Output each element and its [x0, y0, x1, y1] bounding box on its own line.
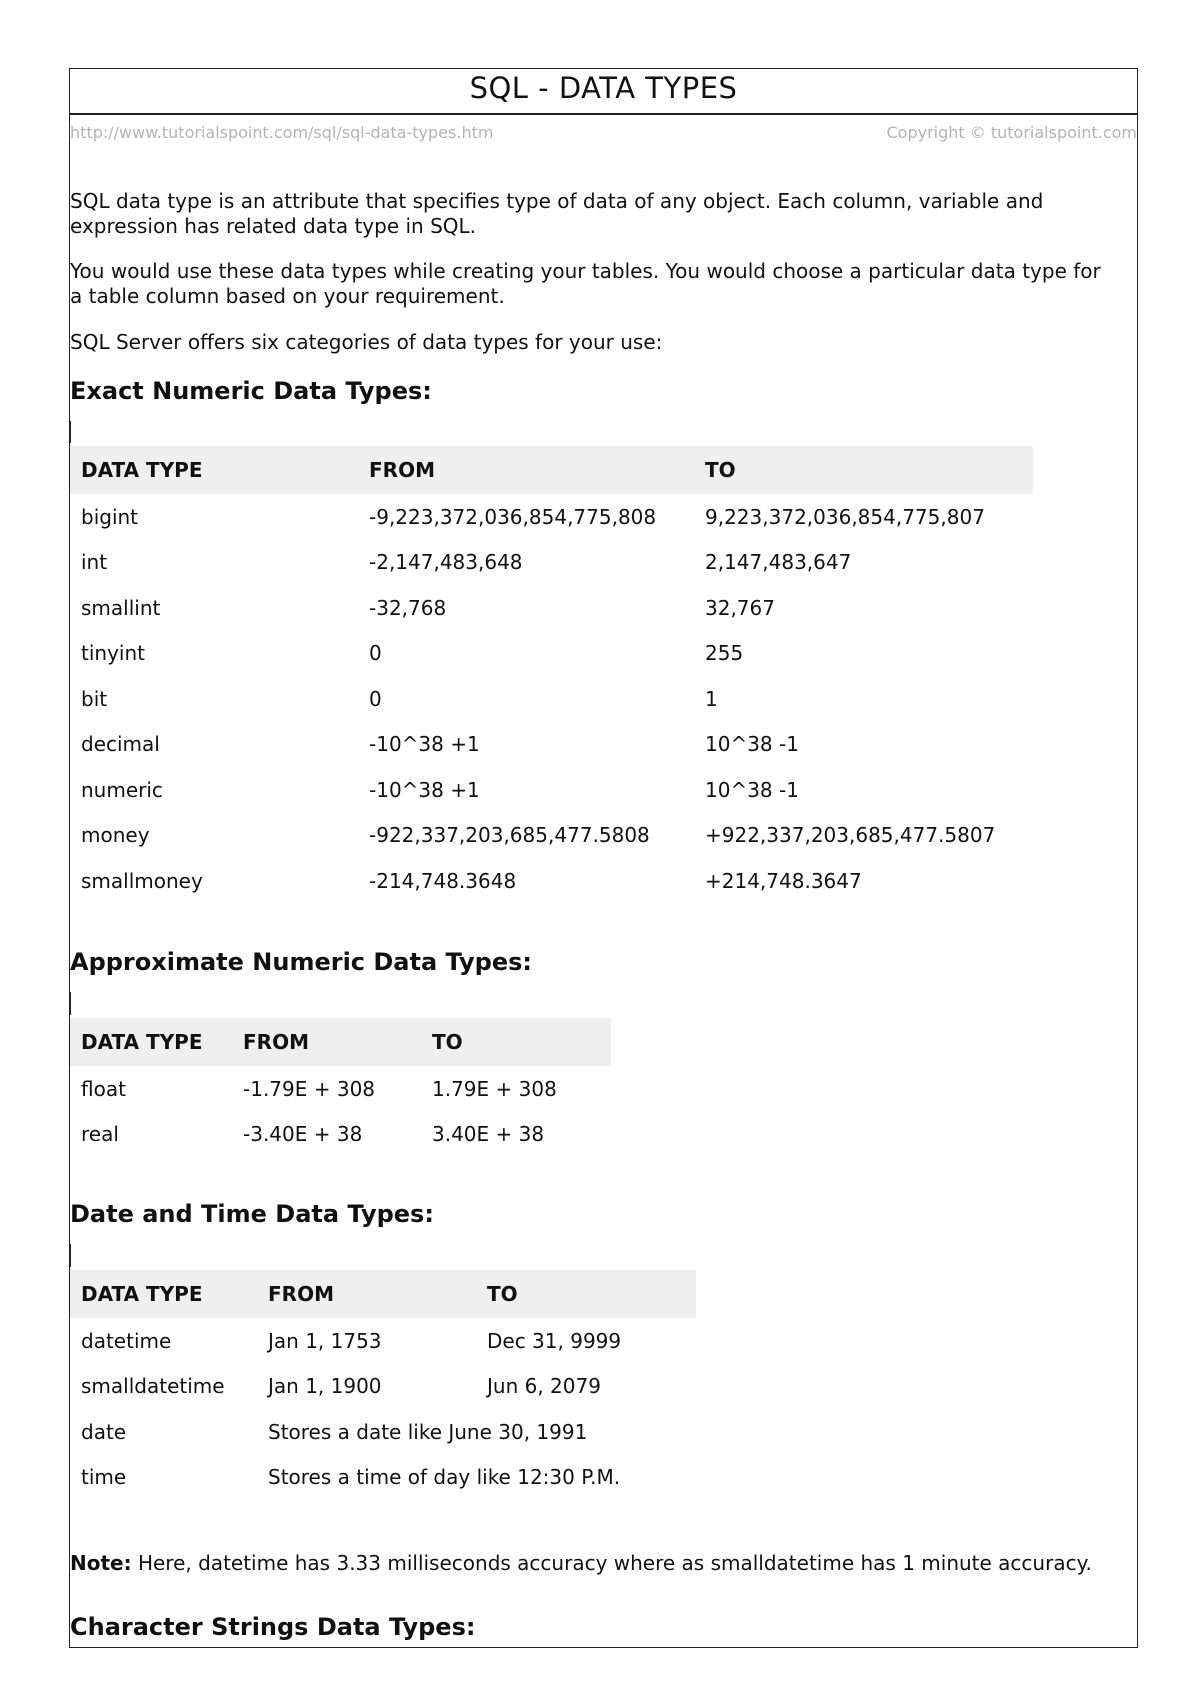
column-header: TO — [694, 446, 1033, 494]
table-row — [70, 767, 1033, 813]
table-cell: -32,768 — [369, 595, 447, 620]
table-cell: 1 — [705, 686, 718, 711]
section-divider — [70, 992, 71, 1015]
column-header: FROM — [358, 446, 694, 494]
table-cell: datetime — [81, 1328, 172, 1353]
table-row — [70, 1112, 611, 1158]
table-cell: bigint — [81, 504, 139, 529]
table-cell: int — [81, 550, 108, 575]
table-row — [70, 1318, 696, 1364]
column-header: FROM — [257, 1270, 476, 1318]
intro-paragraph-1: SQL data type is an attribute that specifies type of data of any object. Each column, variable and expression has related data type in SQL. — [70, 189, 1044, 238]
table-row — [70, 676, 1033, 722]
table-cell: Dec 31, 9999 — [487, 1328, 622, 1353]
table-cell: time — [81, 1465, 127, 1490]
table-cell: Jan 1, 1753 — [268, 1328, 382, 1353]
table-cell: smalldatetime — [81, 1374, 225, 1399]
table-cell: 2,147,483,647 — [705, 550, 852, 575]
table-cell: 0 — [369, 686, 382, 711]
intro-paragraph-2: You would use these data types while creating your tables. You would choose a particular data type for a table column based on your requirement. — [70, 259, 1101, 308]
page-title: SQL - DATA TYPES — [469, 71, 738, 105]
table-cell: smallint — [81, 595, 161, 620]
page-frame — [69, 68, 1138, 1648]
table-row — [70, 540, 1033, 586]
exact-numeric-table — [70, 446, 1033, 904]
copyright-notice: Copyright © tutorialspoint.com — [886, 123, 1137, 142]
table-cell: decimal — [81, 732, 160, 757]
column-header: FROM — [232, 1018, 421, 1066]
table-row — [70, 1455, 696, 1501]
table-cell: -214,748.3648 — [369, 868, 517, 893]
column-header: DATA TYPE — [70, 1018, 232, 1066]
datetime-note — [70, 1551, 1110, 1576]
table-cell: date — [81, 1419, 127, 1444]
exact-numeric-heading: Exact Numeric Data Types: — [70, 377, 432, 405]
table-row — [70, 585, 1033, 631]
table-cell: 10^38 -1 — [705, 732, 799, 757]
table-cell: tinyint — [81, 641, 145, 666]
table-cell: -2,147,483,648 — [369, 550, 523, 575]
datetime-heading: Date and Time Data Types: — [70, 1200, 434, 1228]
char-strings-heading: Character Strings Data Types: — [70, 1613, 476, 1641]
table-row — [70, 858, 1033, 904]
title-divider — [70, 113, 1137, 115]
table-cell: 1.79E + 308 — [432, 1076, 557, 1101]
column-header: DATA TYPE — [70, 1270, 257, 1318]
table-row — [70, 494, 1033, 540]
table-cell: real — [81, 1122, 119, 1147]
table-cell: -9,223,372,036,854,775,808 — [369, 504, 657, 529]
table-cell: 10^38 -1 — [705, 777, 799, 802]
approx-numeric-table — [70, 1018, 611, 1157]
table-header-row — [70, 446, 1033, 494]
table-cell: Stores a time of day like 12:30 P.M. — [268, 1465, 621, 1490]
table-cell: +214,748.3647 — [705, 868, 862, 893]
table-cell: float — [81, 1076, 126, 1101]
table-cell: Jan 1, 1900 — [268, 1374, 382, 1399]
section-divider — [70, 1244, 71, 1267]
intro-paragraph-3: SQL Server offers six categories of data types for your use: — [70, 330, 663, 354]
column-header: DATA TYPE — [70, 446, 358, 494]
table-cell: +922,337,203,685,477.5807 — [705, 823, 996, 848]
table-row — [70, 1066, 611, 1112]
approx-numeric-heading: Approximate Numeric Data Types: — [70, 948, 533, 976]
table-cell: numeric — [81, 777, 163, 802]
table-row — [70, 1364, 696, 1410]
table-cell: 255 — [705, 641, 744, 666]
table-cell: smallmoney — [81, 868, 203, 893]
table-cell: -10^38 +1 — [369, 732, 480, 757]
table-cell: bit — [81, 686, 108, 711]
table-cell: 0 — [369, 641, 382, 666]
table-cell: -3.40E + 38 — [243, 1122, 363, 1147]
table-cell: -10^38 +1 — [369, 777, 480, 802]
table-row — [70, 813, 1033, 859]
table-cell: 3.40E + 38 — [432, 1122, 545, 1147]
source-url[interactable]: http://www.tutorialspoint.com/sql/sql-data-types.htm — [70, 123, 494, 142]
column-header: TO — [476, 1270, 696, 1318]
column-header: TO — [421, 1018, 611, 1066]
table-header-row — [70, 1270, 696, 1318]
note-text: Here, datetime has 3.33 milliseconds accuracy where as smalldatetime has 1 minute accuracy. — [131, 1551, 1092, 1575]
table-row — [70, 631, 1033, 677]
datetime-table — [70, 1270, 696, 1500]
table-cell: 9,223,372,036,854,775,807 — [705, 504, 985, 529]
table-cell: -1.79E + 308 — [243, 1076, 376, 1101]
section-divider — [70, 421, 71, 443]
table-row — [70, 1409, 696, 1455]
table-cell: Stores a date like June 30, 1991 — [268, 1419, 588, 1444]
table-cell: Jun 6, 2079 — [487, 1374, 601, 1399]
table-header-row — [70, 1018, 611, 1066]
table-cell: -922,337,203,685,477.5808 — [369, 823, 650, 848]
table-cell: 32,767 — [705, 595, 775, 620]
note-label: Note: — [70, 1551, 132, 1575]
table-cell: money — [81, 823, 150, 848]
table-row — [70, 722, 1033, 768]
